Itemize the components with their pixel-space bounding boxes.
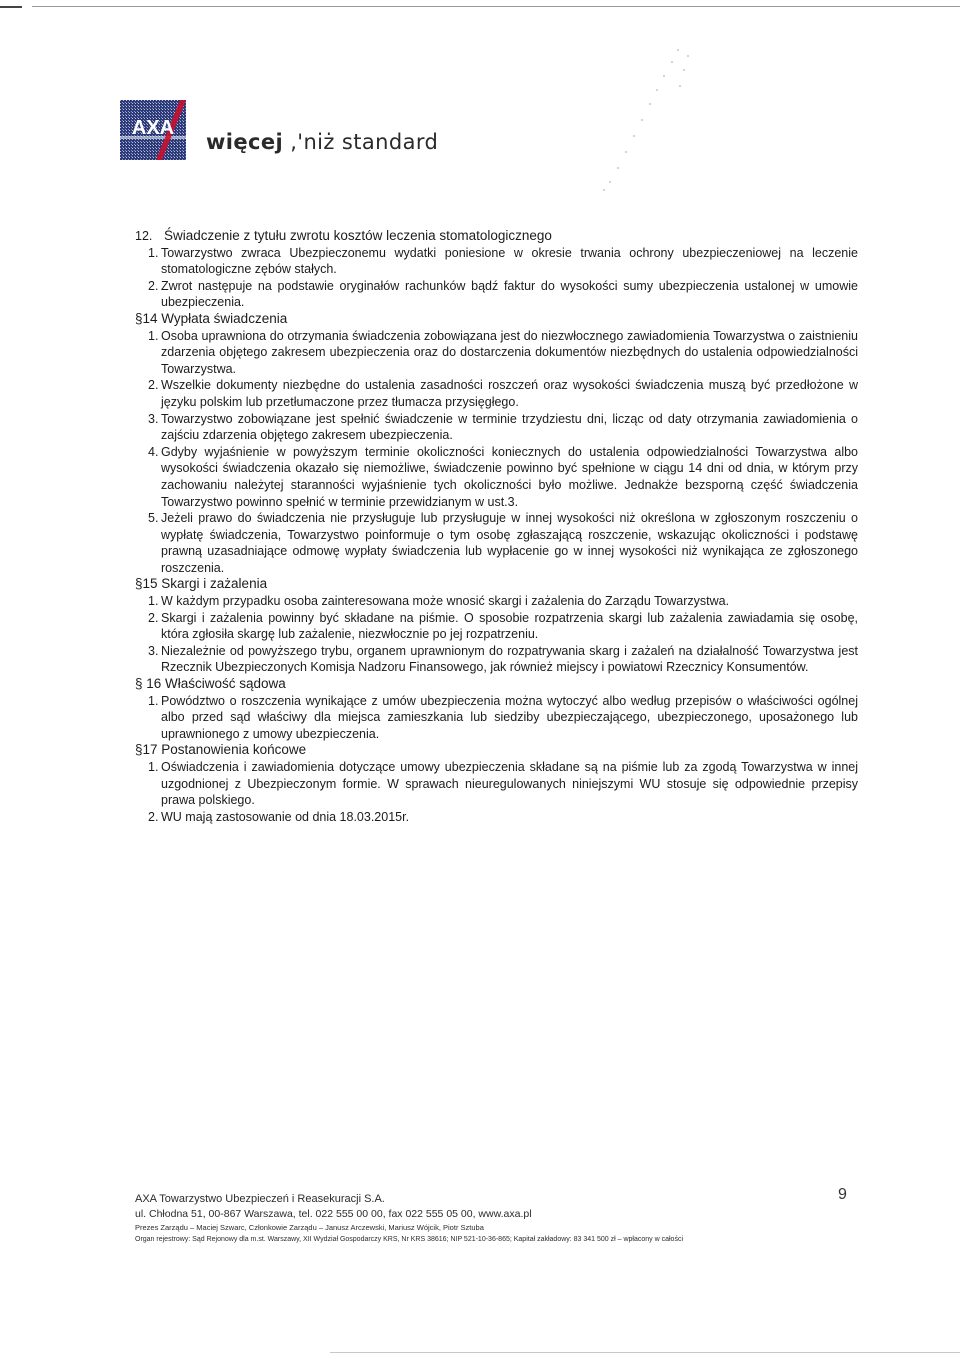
item-text: Towarzystwo zobowiązane jest spełnić świadczenie w terminie trzydziestu dni, licząc od daty otrzymania zawiadomienia o zajściu zdarzenia objętego zakresem ubezpieczenia. [161,411,858,443]
list-item [135,759,858,809]
list-item [135,610,858,643]
footer-address: ul. Chłodna 51, 00-867 Warszawa, tel. 022 555 00 00, fax 022 555 05 00, www.axa.pl [135,1208,532,1220]
list-item [135,245,858,278]
section-12-title: Świadczenie z tytułu zwrotu kosztów leczenia stomatologicznego [164,228,552,243]
item-number: 2. [148,809,159,824]
tagline-mark: ,' [283,130,304,154]
item-number: 3. [148,411,159,426]
list-item [135,328,858,378]
list-item [135,278,858,311]
section-16-title: § 16 Właściwość sądowa [135,676,286,692]
item-number: 2. [148,278,159,293]
item-text: Powództwo o roszczenia wynikające z umów ubezpieczenia można wytoczyć albo według przepisów o właściwości ogólnej albo przed sąd właściwy dla miejsca zamieszkania lub siedziby ubezpieczającego, ubezpieczonego, uposażonego lub uprawnionego z umowy ubezpieczenia. [161,693,858,741]
item-text: Osoba uprawniona do otrzymania świadczenia zobowiązana jest do niezwłocznego zawiadomienia Towarzystwa o zaistnieniu zdarzenia objętego zakresem ubezpieczenia oraz do dostarczenia dokumentów niezbędnych do ustalenia odpowiedzialności Towarzystwa. [161,328,858,376]
tagline-rest: niż standard [303,130,439,154]
axa-logo [120,100,186,160]
item-number: 2. [148,378,159,393]
item-text: Wszelkie dokumenty niezbędne do ustalenia zasadności roszczeń oraz wysokości świadczenia muszą być przedłożone w języku polskim lub przetłumaczone przez tłumacza przysięgłego. [161,378,858,409]
bottom-rule [330,1352,960,1353]
section-15-title: §15 Skargi i zażalenia [135,576,268,592]
item-text: Skargi i zażalenia powinny być składane na piśmie. O sposobie rozpatrzenia skargi lub zażalenia zawiadamia się osobę, która zgłosiła skargę lub zażalenie, niezwłocznie po jej rozpatrzeniu. [161,610,858,642]
logo-text: AXA [131,117,175,139]
list-item [135,593,858,610]
footer-board: Prezes Zarządu – Maciej Szwarc, Członkowie Zarządu – Janusz Arczewski, Mariusz Wójcik, Piotr Sztuba [135,1223,484,1232]
section-17-title: §17 Postanowienia końcowe [135,742,307,758]
item-number: 1. [148,594,159,609]
top-rule [32,6,960,7]
list-item [135,510,858,576]
item-number: 4. [148,444,159,459]
page-number: 9 [838,1186,847,1203]
section-12-heading [135,228,858,245]
list-item [135,643,858,676]
list-item [135,411,858,444]
item-text: Gdyby wyjaśnienie w powyższym terminie okoliczności koniecznych do ustalenia odpowiedzialności Towarzystwa albo wysokości świadczenia okazało się niemożliwe, świadczenie powinno być spełnione w ciągu 14 dni od dnia, w którym przy zachowaniu należytej staranności wyjaśnienie tych okoliczności było możliwe. Jednakże bezsporną część świadczenia Towarzystwo powinno spełnić w terminie przewidzianym w ust.3. [161,444,858,509]
item-number: 1. [148,328,159,343]
footer-company: AXA Towarzystwo Ubezpieczeń i Reasekuracji S.A. [135,1193,385,1205]
item-number: 5. [148,511,159,526]
tagline-bold: więcej [206,130,284,154]
item-number: 2. [148,610,159,625]
list-item [135,693,858,743]
tagline [206,130,438,154]
list-item [135,809,858,826]
document-body [135,228,858,825]
item-text: Zwrot następuje na podstawie oryginałów rachunków bądź faktur do wysokości sumy ubezpieczenia ustalonej w umowie ubezpieczenia. [161,278,858,310]
section-12-number: 12. [135,229,153,243]
item-number: 1. [148,760,159,774]
item-text: Towarzystwo zwraca Ubezpieczonemu wydatki poniesione w okresie trwania ochrony ubezpieczeniowej na leczenie stomatologiczne zębów stałych. [161,245,858,277]
item-text: W każdym przypadku osoba zainteresowana może wnosić skargi i zażalenia do Zarządu Towarzystwa. [161,594,730,609]
top-edge-mark [0,6,22,8]
item-text: Oświadczenia i zawiadomienia dotyczące umowy ubezpieczenia składane są na piśmie lub za zgodą Towarzystwa w innej uzgodnionej z Ubezpieczonym formie. W sprawach nieuregulowanych niniejszymi WU stosuje się odpowiednie przepisy prawa polskiego. [161,760,858,808]
item-text: Jeżeli prawo do świadczenia nie przysługuje lub przysługuje w innej wysokości niż określona w zgłoszonym roszczeniu o wypłatę świadczenia, Towarzystwo poinformuje o tym osobę zgłaszającą roszczenie, wskazując okoliczności i podstawę prawną uzasadniające odmowę wypłaty świadczenia lub wypłacenie go w innej wysokości niż wynikająca ze zgłoszonego roszczenia. [161,511,858,575]
item-number: 3. [148,643,159,658]
item-text: Niezależnie od powyższego trybu, organem uprawnionym do rozpatrywania skarg i zażaleń na działalność Towarzystwa jest Rzecznik Ubezpieczonych Komisja Nadzoru Finansowego, jak również miejscy i powiatowi Rzecznicy Konsumentów. [161,643,858,675]
footer-registry: Organ rejestrowy: Sąd Rejonowy dla m.st. Warszawy, XII Wydział Gospodarczy KRS, Nr KRS 38616; NIP 521-10-36-865; Kapitał zakładowy: 83 341 500 zł – wpłacony w całości [135,1236,683,1243]
decorative-dots [560,40,720,200]
item-number: 1. [148,245,159,260]
list-item [135,444,858,510]
footer [135,1192,855,1246]
section-14-title: §14 Wypłata świadczenia [135,310,288,326]
list-item [135,377,858,410]
item-text: WU mają zastosowanie od dnia 18.03.2015r. [161,809,410,824]
item-number: 1. [148,693,159,708]
